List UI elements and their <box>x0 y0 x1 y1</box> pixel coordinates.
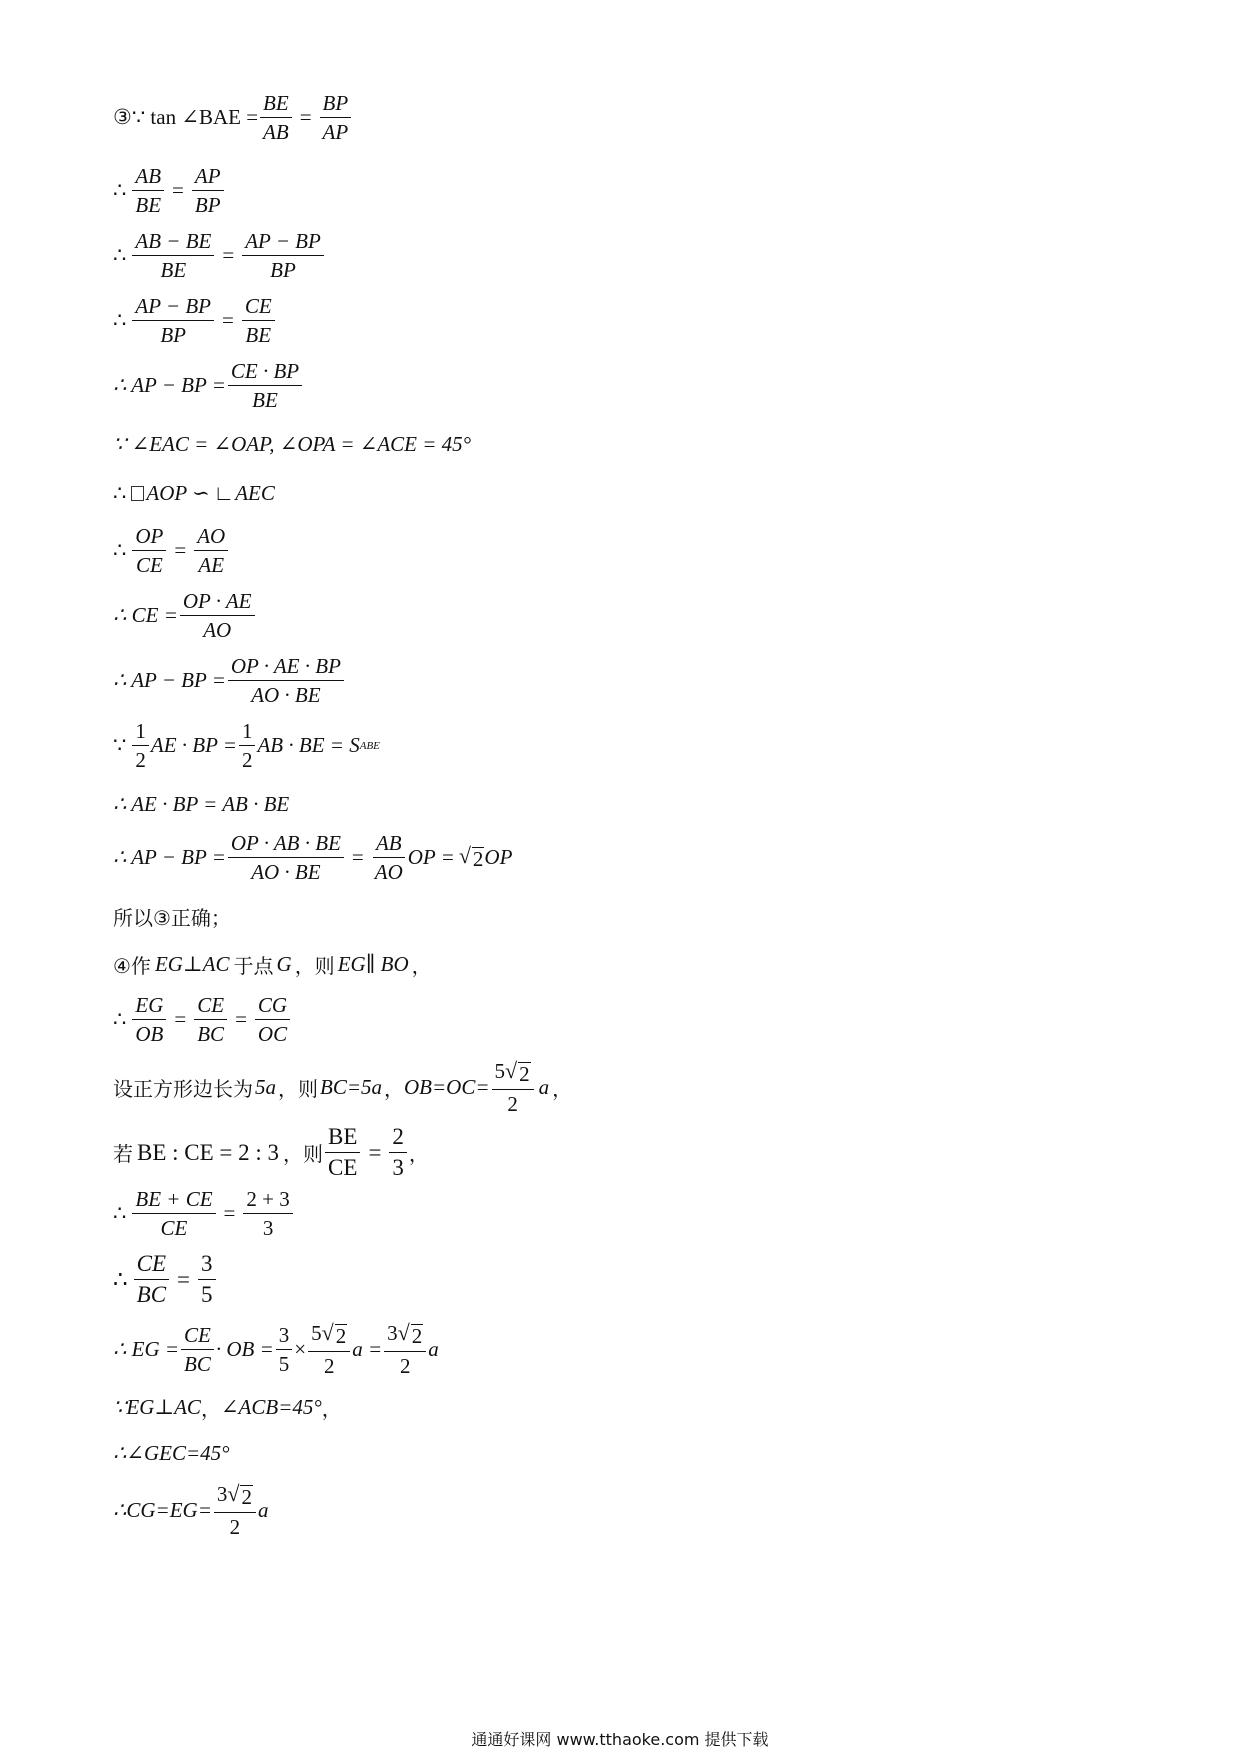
denominator: BE <box>252 388 278 413</box>
numerator: BP <box>320 92 352 118</box>
numerator <box>214 1483 256 1513</box>
therefore-symbol: ∴ <box>113 481 127 505</box>
coefficient: 3 <box>387 1321 398 1345</box>
fraction <box>242 295 275 346</box>
numerator: BE <box>260 92 292 118</box>
fraction <box>194 994 227 1045</box>
solution-line-22 <box>113 1393 342 1422</box>
solution-line-7 <box>113 481 275 506</box>
numerator: OP · AE · BP <box>228 655 344 681</box>
numerator: AO <box>194 525 228 551</box>
numerator: OP · AB · BE <box>228 832 344 858</box>
denominator: 2 <box>229 1515 241 1540</box>
fraction <box>228 360 302 411</box>
denominator: BC <box>184 1352 211 1377</box>
equals-sign: = <box>368 1139 382 1165</box>
math-segment: ∠ACB=45° <box>220 1395 322 1419</box>
line-prefix: ∴ AP − BP = <box>113 845 226 870</box>
numerator: 3 <box>198 1252 216 1280</box>
denominator: OC <box>257 1022 288 1047</box>
solution-line-8: ∴ $\frac{OP}{CE}$ = $\frac{AO}{AE}$ <box>113 525 230 576</box>
numerator: CE · BP <box>228 360 302 386</box>
solution-line-1: ③∵ tan ∠BAE = $\frac{BE}{AB}$ = $\frac{BP}{AP}$ <box>113 92 353 143</box>
solution-line-20: ∴ $\frac{CE}{BC}$ = $\frac{3}{5}$ <box>113 1252 218 1307</box>
denominator: AO <box>374 860 403 885</box>
denominator: OB <box>135 1022 164 1047</box>
denominator: BP <box>194 193 221 218</box>
therefore-symbol: ∴ <box>113 538 127 563</box>
numerator: AP − BP <box>242 230 324 256</box>
numerator: 1 <box>132 720 149 746</box>
radicand: 2 <box>411 1324 423 1348</box>
therefore-symbol: ∴ <box>113 1266 128 1292</box>
numerator: BE + CE <box>132 1188 215 1214</box>
numerator: AP − BP <box>132 295 214 321</box>
expression: OP <box>484 845 513 870</box>
solution-line-24 <box>113 1483 268 1538</box>
square-root: √ 2 <box>505 1058 530 1086</box>
denominator: 2 <box>323 1354 335 1379</box>
solution-line-17 <box>113 1060 572 1115</box>
expression: AB · BE = S <box>257 733 360 758</box>
fraction <box>260 92 292 143</box>
text-segment: ， <box>552 1077 573 1102</box>
denominator: CE <box>160 1216 188 1241</box>
radicand: 2 <box>335 1324 347 1348</box>
therefore-symbol: ∴ <box>113 1007 127 1032</box>
math-segment: BC=5a <box>320 1075 383 1100</box>
numerator: 2 <box>389 1125 407 1153</box>
fraction <box>255 994 290 1045</box>
denominator: BE <box>245 323 272 348</box>
coefficient: 3 <box>216 1482 228 1506</box>
numerator: OP · AE <box>180 590 255 616</box>
fraction <box>276 1324 293 1375</box>
fraction <box>132 525 166 576</box>
denominator: BE <box>160 258 187 283</box>
solution-line-11 <box>113 720 380 771</box>
numerator <box>492 1060 534 1090</box>
solution-line-15 <box>113 950 432 979</box>
text-segment: ，则 <box>278 1077 318 1102</box>
numerator: CE <box>134 1252 169 1280</box>
math-segment: ∵EG⊥AC <box>113 1395 201 1419</box>
fraction <box>242 230 324 281</box>
fraction <box>132 1188 215 1239</box>
line-prefix: ∴ EG = <box>113 1337 180 1362</box>
math-segment: a <box>538 1075 550 1100</box>
text-segment: ， <box>200 1397 221 1421</box>
numerator: BE <box>325 1125 360 1153</box>
numerator: AB <box>373 832 405 858</box>
line-prefix: ∴ AP − BP = <box>113 373 226 398</box>
denominator: BP <box>270 258 296 283</box>
fraction <box>192 165 224 216</box>
line-prefix: ∴ CE = <box>113 603 178 628</box>
math-segment: 5a <box>255 1075 276 1100</box>
numerator: 2 + 3 <box>243 1188 292 1214</box>
denominator: AO <box>203 618 232 643</box>
denominator: 5 <box>278 1352 290 1377</box>
fraction <box>492 1060 534 1115</box>
line-text: ∵ ∠EAC = ∠OAP, ∠OPA = ∠ACE = 45° <box>113 432 472 456</box>
square-root: √ 2 <box>458 842 484 871</box>
numerator: AB <box>132 165 164 191</box>
math-segment: EG∥ BO <box>337 952 409 976</box>
denominator: BE <box>135 193 162 218</box>
expression: a <box>428 1337 439 1362</box>
area-subscript: ABE <box>359 739 380 752</box>
line-text: ∴ AE · BP = AB · BE <box>113 792 290 816</box>
solution-line-14 <box>113 902 231 931</box>
fraction <box>228 832 344 883</box>
fraction <box>308 1322 350 1377</box>
text-segment: ，则 <box>283 1142 324 1167</box>
solution-line-9 <box>113 590 257 641</box>
denominator: 3 <box>262 1216 274 1241</box>
solution-line-19: ∴ $\frac{BE + CE}{CE}$ = $\frac{2 + 3}{3}$ <box>113 1188 295 1239</box>
numerator: CE <box>194 994 227 1020</box>
solution-line-4: ∴ $\frac{AP - BP}{BP}$ = $\frac{CE}{BE}$ <box>113 295 277 346</box>
numerator: 1 <box>239 720 256 746</box>
numerator: AP <box>192 165 224 191</box>
denominator: AB <box>263 120 289 145</box>
square-root: √ 2 <box>397 1320 423 1348</box>
coefficient: 5 <box>494 1059 506 1083</box>
fraction <box>180 590 255 641</box>
fraction <box>198 1252 216 1307</box>
denominator: 3 <box>392 1155 404 1181</box>
text-segment: ， <box>321 1397 342 1421</box>
expression: · OB = <box>215 1337 274 1362</box>
fraction <box>214 1483 256 1538</box>
numerator: CE <box>181 1324 214 1350</box>
because-symbol: ∵ <box>113 733 127 758</box>
therefore-symbol: ∴ <box>113 1201 127 1226</box>
solution-line-13: ∴ AP − BP = $\frac{OP \cdot AB \cdot BE}{AO \cdot BE}$ = $\frac{AB}{AO}$ OP = √ 2 OP <box>113 831 513 885</box>
therefore-symbol: ∴ <box>113 308 127 333</box>
denominator: CE <box>135 553 163 578</box>
similar-part-a: AOP ∽ <box>146 481 210 505</box>
solution-line-2: ∴ $\frac{AB}{BE}$ = $\frac{AP}{BP}$ <box>113 165 226 216</box>
fraction <box>384 1322 426 1377</box>
radicand: 2 <box>472 846 484 871</box>
math-segment: G <box>276 952 292 976</box>
denominator: AO · BE <box>251 683 321 708</box>
numerator: OP <box>132 525 166 551</box>
numerator <box>308 1322 350 1352</box>
similar-part-b: AEC <box>235 481 275 505</box>
solution-line-6 <box>113 432 471 457</box>
math-segment: OB=OC= <box>404 1075 490 1100</box>
text-segment: ， <box>408 1142 429 1167</box>
solution-line-3: ∴ $\frac{AB - BE}{BE}$ = $\frac{AP - BP}{BP}$ <box>113 230 326 281</box>
denominator: BC <box>197 1022 225 1047</box>
numerator: CG <box>255 994 290 1020</box>
fraction <box>228 655 344 706</box>
fraction <box>372 832 406 883</box>
denominator: BP <box>160 323 186 348</box>
text-segment: 若 <box>113 1142 133 1167</box>
text-segment: ，则 <box>294 954 335 978</box>
expression: a <box>257 1498 269 1523</box>
fraction <box>132 994 166 1045</box>
triangle-placeholder-icon <box>131 486 144 501</box>
denominator: 2 <box>507 1092 518 1117</box>
line-prefix: ∴ AP − BP = <box>113 668 226 693</box>
denominator: AP <box>322 120 349 145</box>
fraction <box>325 1125 360 1180</box>
square-root: √ 2 <box>321 1320 347 1348</box>
fraction <box>239 720 256 771</box>
line-text: ∴∠GEC=45° <box>113 1441 230 1465</box>
denominator: 2 <box>135 748 146 773</box>
text-segment: 于点 <box>233 954 274 978</box>
numerator: CE <box>242 295 275 321</box>
math-segment: BE : CE = 2 : 3 <box>137 1139 280 1165</box>
solution-line-10 <box>113 655 346 706</box>
page-footer: 通通好课网 www.tthaoke.com 提供下载 <box>471 1730 769 1749</box>
denominator: 2 <box>241 748 253 773</box>
expression: OP = <box>407 845 455 870</box>
text-segment: 设正方形边长为 <box>113 1077 253 1102</box>
conclusion-text: 所以③正确； <box>113 906 231 930</box>
denominator: 5 <box>201 1282 213 1308</box>
fraction <box>132 720 149 771</box>
expression: AE · BP = <box>150 733 237 758</box>
fraction <box>132 295 214 346</box>
solution-line-16: ∴ $\frac{EG}{OB}$ = $\frac{CE}{BC}$ = $\frac{CG}{OC}$ <box>113 994 292 1045</box>
denominator: CE <box>328 1155 358 1181</box>
expression: a = <box>352 1337 383 1362</box>
coefficient: 5 <box>311 1321 322 1345</box>
line-prefix: ③∵ tan ∠BAE = <box>113 105 259 130</box>
fraction <box>181 1324 214 1375</box>
math-segment: EG⊥AC <box>154 952 230 976</box>
solution-line-23 <box>113 1441 230 1466</box>
denominator: AO · BE <box>251 860 321 885</box>
numerator: AB − BE <box>132 230 214 256</box>
square-root: √ 2 <box>227 1481 252 1509</box>
denominator: AE <box>198 553 225 578</box>
fraction <box>194 525 228 576</box>
solution-line-21 <box>113 1322 439 1377</box>
fraction <box>134 1252 169 1307</box>
fraction <box>243 1188 292 1239</box>
radicand: 2 <box>519 1062 530 1086</box>
therefore-symbol: ∴ <box>113 178 127 203</box>
solution-line-18 <box>113 1125 429 1180</box>
fraction <box>132 165 164 216</box>
triangle-icon: ∟ <box>213 481 235 505</box>
fraction <box>389 1125 407 1180</box>
text-segment: ， <box>411 954 432 978</box>
text-segment: ， <box>384 1077 405 1102</box>
numerator <box>384 1322 426 1352</box>
times-sign: × <box>294 1337 307 1362</box>
denominator: 2 <box>399 1354 411 1379</box>
radicand: 2 <box>241 1485 252 1509</box>
fraction <box>320 92 352 143</box>
fraction <box>132 230 214 281</box>
solution-line-5 <box>113 360 304 411</box>
numerator: 3 <box>276 1324 293 1350</box>
denominator: BC <box>136 1282 167 1308</box>
numerator: EG <box>132 994 166 1020</box>
text-segment: ④作 <box>113 954 151 978</box>
therefore-symbol: ∴ <box>113 243 127 268</box>
solution-line-12 <box>113 792 289 817</box>
line-prefix: ∴CG=EG= <box>113 1498 212 1523</box>
